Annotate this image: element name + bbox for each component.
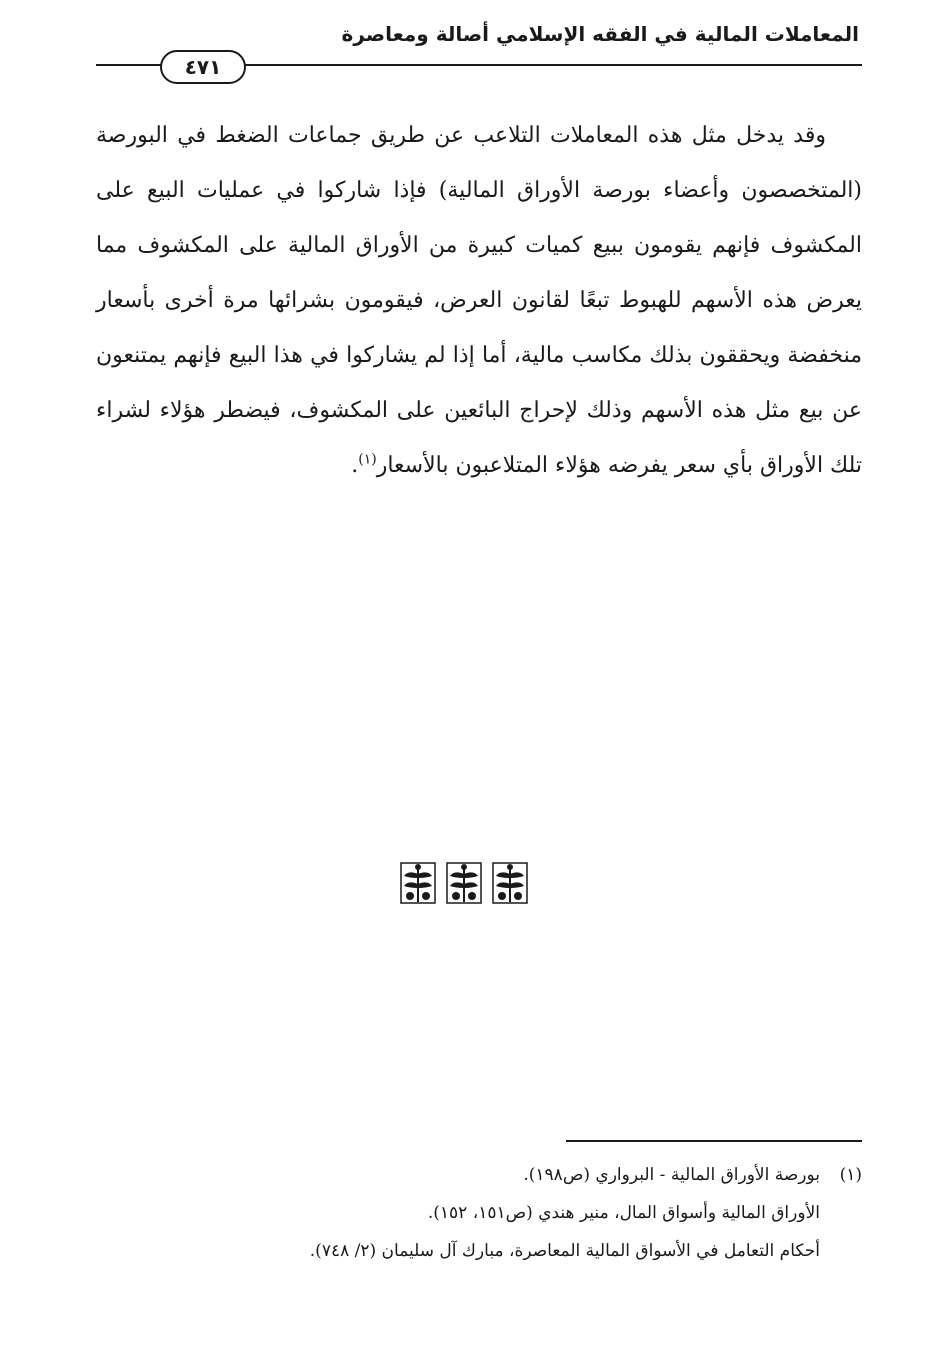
footnote-line: الأوراق المالية وأسواق المال، منير هندي (ص١٥١، ١٥٢). — [427, 1203, 820, 1223]
body-paragraph — [96, 108, 862, 493]
floral-divider-icon — [400, 862, 436, 904]
footnote-line — [140, 1156, 862, 1194]
footnote-number: (١) — [839, 1165, 862, 1185]
paragraph-end: . — [351, 453, 359, 478]
body-text — [96, 108, 862, 493]
floral-divider-icon — [492, 862, 528, 904]
running-title: المعاملات المالية في الفقه الإسلامي أصالة ومعاصرة — [341, 22, 859, 46]
footnote-separator — [566, 1140, 862, 1142]
footnote-reference: (١) — [358, 451, 377, 468]
section-ornament — [400, 862, 528, 904]
footnotes — [140, 1156, 862, 1270]
floral-divider-icon — [446, 862, 482, 904]
footnote-line: أحكام التعامل في الأسواق المالية المعاصرة، مبارك آل سليمان (٢/ ٧٤٨). — [309, 1241, 820, 1261]
footnote-text: بورصة الأوراق المالية - البرواري (ص١٩٨). — [523, 1165, 820, 1185]
paragraph-text: وقد يدخل مثل هذه المعاملات التلاعب عن طريق جماعات الضغط في البورصة (المتخصصون وأعضاء بورصة الأوراق المالية) فإذا شاركوا في عمليات البيع على المكشوف فإنهم يقومون ببيع كميات كبيرة من الأوراق المالية على المكشوف مما يعرض هذه الأسهم للهبوط تبعًا لقانون العرض، فيقومون بشرائها مرة أخرى بأسعار منخفضة ويحققون بذلك مكاسب مالية، أما إذا لم يشاركوا في هذا البيع فإنهم يمتنعون عن بيع مثل هذه الأسهم وذلك لإحراج البائعين على المكشوف، فيضطر هؤلاء لشراء تلك الأوراق بأي سعر يفرضه هؤلاء المتلاعبون بالأسعار — [96, 123, 862, 478]
page-number: ٤٧١ — [160, 50, 246, 84]
